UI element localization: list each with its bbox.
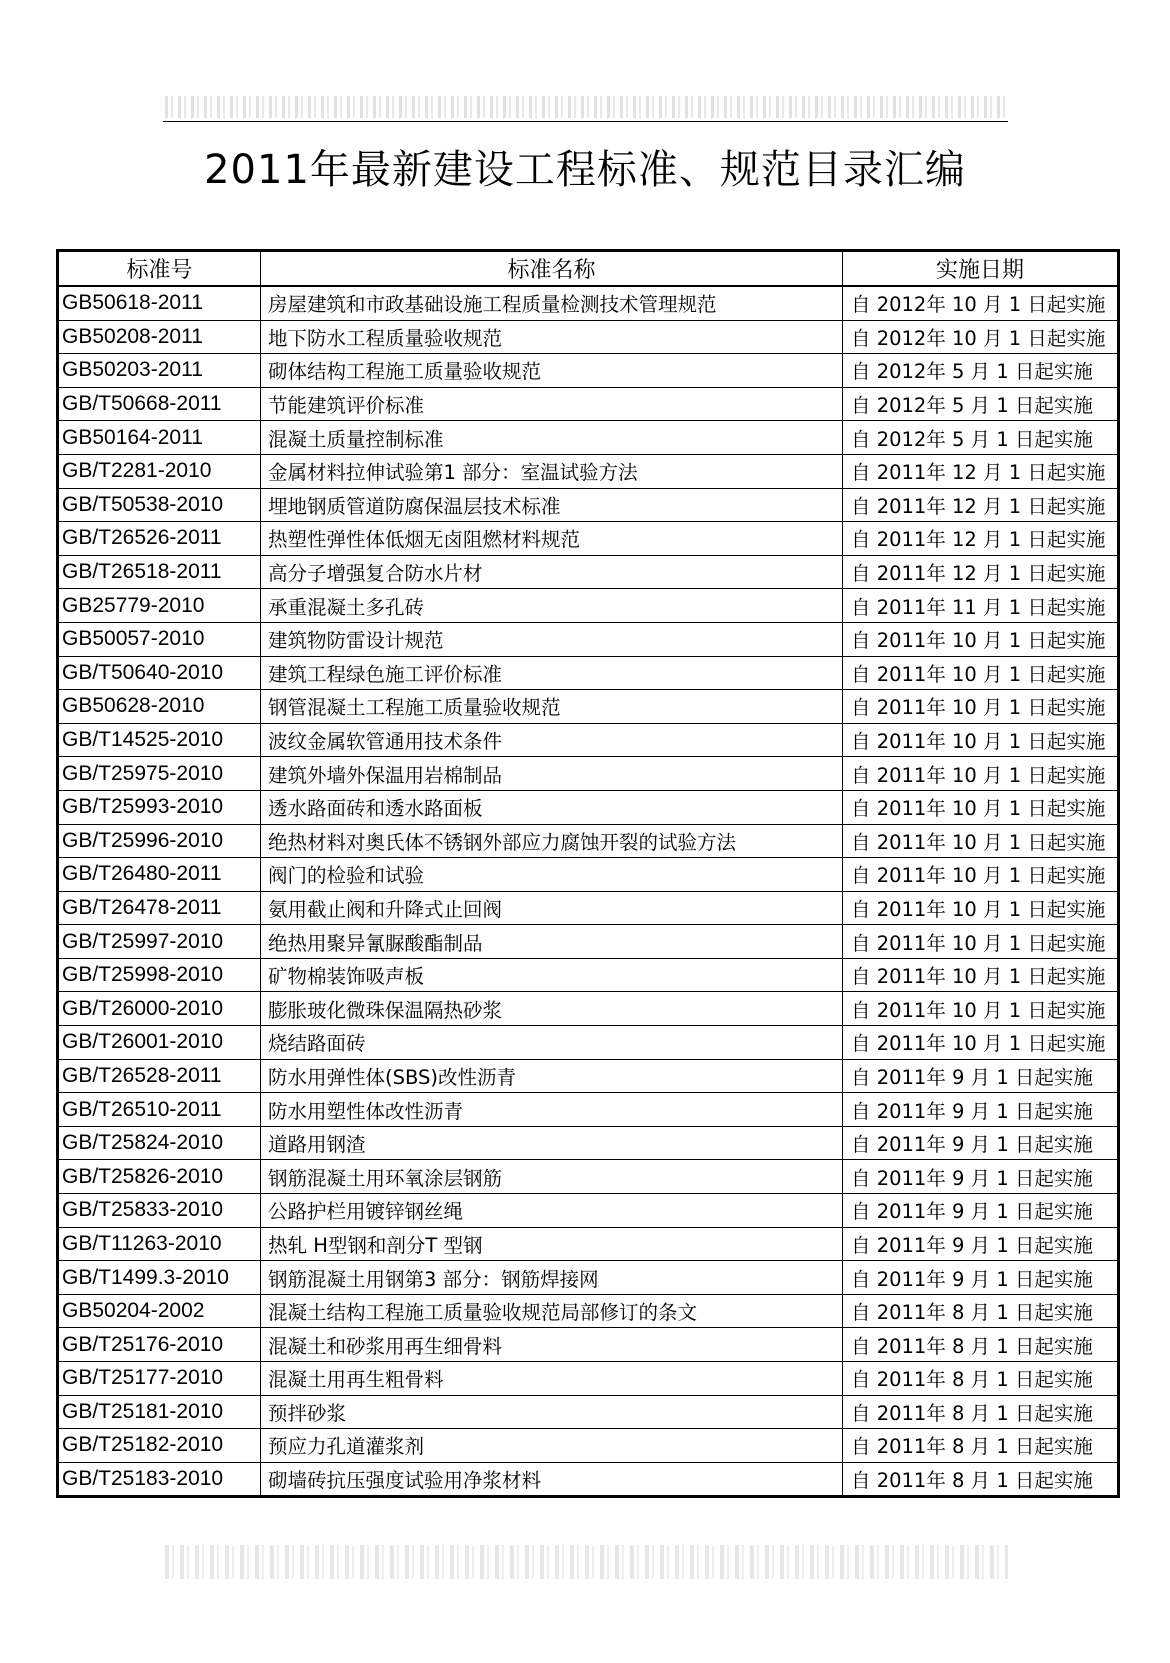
standard-name-cell: 金属材料拉伸试验第1 部分：室温试验方法 [261, 454, 843, 488]
standard-code-cell: GB/T25997-2010 [58, 925, 261, 959]
header-standard-name: 标准名称 [261, 251, 843, 287]
table-row [58, 1328, 1119, 1362]
table-row [58, 555, 1119, 589]
standard-name-cell: 烧结路面砖 [261, 1026, 843, 1060]
standard-code-cell: GB/T25993-2010 [58, 790, 261, 824]
standard-name-cell: 道路用钢渣 [261, 1126, 843, 1160]
effective-date-cell: 自 2011年 12 月 1 日起实施 [843, 555, 1119, 589]
table-row [58, 488, 1119, 522]
table-row [58, 757, 1119, 791]
standard-name-cell: 氨用截止阀和升降式止回阀 [261, 891, 843, 925]
effective-date-cell: 自 2011年 8 月 1 日起实施 [843, 1395, 1119, 1429]
standard-code-cell: GB50057-2010 [58, 622, 261, 656]
standard-code-cell: GB/T26526-2011 [58, 522, 261, 556]
effective-date-cell: 自 2012年 10 月 1 日起实施 [843, 286, 1119, 320]
standard-name-cell: 建筑工程绿色施工评价标准 [261, 656, 843, 690]
effective-date-cell: 自 2011年 8 月 1 日起实施 [843, 1328, 1119, 1362]
effective-date-cell: 自 2011年 12 月 1 日起实施 [843, 488, 1119, 522]
standard-code-cell: GB/T25183-2010 [58, 1462, 261, 1497]
standard-code-cell: GB/T14525-2010 [58, 723, 261, 757]
standard-code-cell: GB50628-2010 [58, 690, 261, 724]
effective-date-cell: 自 2011年 8 月 1 日起实施 [843, 1362, 1119, 1396]
effective-date-cell: 自 2011年 12 月 1 日起实施 [843, 522, 1119, 556]
standard-name-cell: 混凝土和砂浆用再生细骨料 [261, 1328, 843, 1362]
table-row [58, 1093, 1119, 1127]
table-row [58, 858, 1119, 892]
standard-code-cell: GB/T11263-2010 [58, 1227, 261, 1261]
table-row [58, 723, 1119, 757]
table-row [58, 1429, 1119, 1463]
standard-name-cell: 公路护栏用镀锌钢丝绳 [261, 1194, 843, 1228]
effective-date-cell: 自 2011年 10 月 1 日起实施 [843, 690, 1119, 724]
effective-date-cell: 自 2011年 10 月 1 日起实施 [843, 958, 1119, 992]
effective-date-cell: 自 2011年 9 月 1 日起实施 [843, 1261, 1119, 1295]
standard-name-cell: 预应力孔道灌浆剂 [261, 1429, 843, 1463]
table-row [58, 1026, 1119, 1060]
standard-name-cell: 绝热用聚异氰脲酸酯制品 [261, 925, 843, 959]
standard-code-cell: GB/T25177-2010 [58, 1362, 261, 1396]
table-row [58, 589, 1119, 623]
effective-date-cell: 自 2011年 9 月 1 日起实施 [843, 1160, 1119, 1194]
header-effective-date: 实施日期 [843, 251, 1119, 287]
standard-code-cell: GB50204-2002 [58, 1294, 261, 1328]
effective-date-cell: 自 2011年 8 月 1 日起实施 [843, 1462, 1119, 1497]
effective-date-cell: 自 2011年 10 月 1 日起实施 [843, 925, 1119, 959]
footer-watermark-text [165, 1545, 1008, 1579]
table-row [58, 1261, 1119, 1295]
table-row [58, 622, 1119, 656]
table-row [58, 958, 1119, 992]
standards-table [56, 249, 1120, 1498]
standard-code-cell: GB/T25181-2010 [58, 1395, 261, 1429]
standard-name-cell: 混凝土用再生粗骨料 [261, 1362, 843, 1396]
effective-date-cell: 自 2012年 5 月 1 日起实施 [843, 387, 1119, 421]
standard-name-cell: 透水路面砖和透水路面板 [261, 790, 843, 824]
effective-date-cell: 自 2011年 10 月 1 日起实施 [843, 656, 1119, 690]
effective-date-cell: 自 2012年 5 月 1 日起实施 [843, 421, 1119, 455]
effective-date-cell: 自 2011年 10 月 1 日起实施 [843, 622, 1119, 656]
effective-date-cell: 自 2011年 10 月 1 日起实施 [843, 1026, 1119, 1060]
table-row [58, 1227, 1119, 1261]
standard-name-cell: 高分子增强复合防水片材 [261, 555, 843, 589]
standard-name-cell: 钢筋混凝土用环氧涂层钢筋 [261, 1160, 843, 1194]
standard-name-cell: 钢筋混凝土用钢第3 部分：钢筋焊接网 [261, 1261, 843, 1295]
table-row [58, 354, 1119, 388]
table-row [58, 1059, 1119, 1093]
table-row [58, 387, 1119, 421]
standard-name-cell: 承重混凝土多孔砖 [261, 589, 843, 623]
standard-code-cell: GB50618-2011 [58, 286, 261, 320]
standard-code-cell: GB/T1499.3-2010 [58, 1261, 261, 1295]
standard-name-cell: 矿物棉装饰吸声板 [261, 958, 843, 992]
effective-date-cell: 自 2012年 5 月 1 日起实施 [843, 354, 1119, 388]
effective-date-cell: 自 2011年 10 月 1 日起实施 [843, 858, 1119, 892]
standard-code-cell: GB/T25998-2010 [58, 958, 261, 992]
effective-date-cell: 自 2011年 9 月 1 日起实施 [843, 1126, 1119, 1160]
standard-code-cell: GB/T50668-2011 [58, 387, 261, 421]
standard-name-cell: 混凝土质量控制标准 [261, 421, 843, 455]
effective-date-cell: 自 2012年 10 月 1 日起实施 [843, 320, 1119, 354]
effective-date-cell: 自 2011年 10 月 1 日起实施 [843, 992, 1119, 1026]
table-row [58, 522, 1119, 556]
standard-name-cell: 防水用弹性体(SBS)改性沥青 [261, 1059, 843, 1093]
effective-date-cell: 自 2011年 9 月 1 日起实施 [843, 1194, 1119, 1228]
effective-date-cell: 自 2011年 10 月 1 日起实施 [843, 824, 1119, 858]
standard-code-cell: GB/T26000-2010 [58, 992, 261, 1026]
table-row [58, 1294, 1119, 1328]
standard-code-cell: GB/T2281-2010 [58, 454, 261, 488]
standard-code-cell: GB/T50640-2010 [58, 656, 261, 690]
header-rule [163, 121, 1008, 122]
standard-code-cell: GB/T26528-2011 [58, 1059, 261, 1093]
standard-code-cell: GB/T25182-2010 [58, 1429, 261, 1463]
standard-name-cell: 建筑物防雷设计规范 [261, 622, 843, 656]
effective-date-cell: 自 2011年 10 月 1 日起实施 [843, 891, 1119, 925]
table-row [58, 925, 1119, 959]
table-row [58, 891, 1119, 925]
standard-code-cell: GB/T26518-2011 [58, 555, 261, 589]
table-row [58, 1194, 1119, 1228]
table-row [58, 1362, 1119, 1396]
standard-code-cell: GB/T25996-2010 [58, 824, 261, 858]
standard-name-cell: 膨胀玻化微珠保温隔热砂浆 [261, 992, 843, 1026]
effective-date-cell: 自 2011年 10 月 1 日起实施 [843, 757, 1119, 791]
table-row [58, 1395, 1119, 1429]
effective-date-cell: 自 2011年 9 月 1 日起实施 [843, 1059, 1119, 1093]
effective-date-cell: 自 2011年 12 月 1 日起实施 [843, 454, 1119, 488]
table-row [58, 1126, 1119, 1160]
table-row [58, 656, 1119, 690]
standard-name-cell: 节能建筑评价标准 [261, 387, 843, 421]
table-row [58, 1462, 1119, 1497]
effective-date-cell: 自 2011年 11 月 1 日起实施 [843, 589, 1119, 623]
standard-name-cell: 房屋建筑和市政基础设施工程质量检测技术管理规范 [261, 286, 843, 320]
standard-code-cell: GB25779-2010 [58, 589, 261, 623]
table-row [58, 1160, 1119, 1194]
standard-name-cell: 阀门的检验和试验 [261, 858, 843, 892]
standard-name-cell: 钢管混凝土工程施工质量验收规范 [261, 690, 843, 724]
standard-name-cell: 埋地钢质管道防腐保温层技术标准 [261, 488, 843, 522]
standard-code-cell: GB/T25176-2010 [58, 1328, 261, 1362]
table-row [58, 286, 1119, 320]
standard-name-cell: 预拌砂浆 [261, 1395, 843, 1429]
table-row [58, 824, 1119, 858]
standard-code-cell: GB/T25826-2010 [58, 1160, 261, 1194]
effective-date-cell: 自 2011年 8 月 1 日起实施 [843, 1429, 1119, 1463]
standard-code-cell: GB/T26510-2011 [58, 1093, 261, 1127]
standard-name-cell: 砌墙砖抗压强度试验用净浆材料 [261, 1462, 843, 1497]
page-title: 2011年最新建设工程标准、规范目录汇编 [204, 147, 966, 193]
standard-name-cell: 建筑外墙外保温用岩棉制品 [261, 757, 843, 791]
table-row [58, 992, 1119, 1026]
table-row [58, 790, 1119, 824]
effective-date-cell: 自 2011年 9 月 1 日起实施 [843, 1227, 1119, 1261]
standard-name-cell: 防水用塑性体改性沥青 [261, 1093, 843, 1127]
table-row [58, 320, 1119, 354]
effective-date-cell: 自 2011年 8 月 1 日起实施 [843, 1294, 1119, 1328]
standard-code-cell: GB/T25975-2010 [58, 757, 261, 791]
standard-code-cell: GB50203-2011 [58, 354, 261, 388]
standard-name-cell: 绝热材料对奥氏体不锈钢外部应力腐蚀开裂的试验方法 [261, 824, 843, 858]
header-standard-code: 标准号 [58, 251, 261, 287]
table-row [58, 454, 1119, 488]
standard-code-cell: GB/T50538-2010 [58, 488, 261, 522]
standard-name-cell: 热轧 H型钢和剖分T 型钢 [261, 1227, 843, 1261]
standard-code-cell: GB50208-2011 [58, 320, 261, 354]
table-header-row [58, 251, 1119, 287]
standard-name-cell: 波纹金属软管通用技术条件 [261, 723, 843, 757]
standard-code-cell: GB/T25824-2010 [58, 1126, 261, 1160]
standard-code-cell: GB50164-2011 [58, 421, 261, 455]
table-row [58, 690, 1119, 724]
standard-name-cell: 地下防水工程质量验收规范 [261, 320, 843, 354]
standard-name-cell: 热塑性弹性体低烟无卤阻燃材料规范 [261, 522, 843, 556]
effective-date-cell: 自 2011年 10 月 1 日起实施 [843, 790, 1119, 824]
table-row [58, 421, 1119, 455]
effective-date-cell: 自 2011年 9 月 1 日起实施 [843, 1093, 1119, 1127]
effective-date-cell: 自 2011年 10 月 1 日起实施 [843, 723, 1119, 757]
header-watermark-text [165, 96, 1008, 118]
standard-code-cell: GB/T25833-2010 [58, 1194, 261, 1228]
standard-name-cell: 砌体结构工程施工质量验收规范 [261, 354, 843, 388]
standard-code-cell: GB/T26001-2010 [58, 1026, 261, 1060]
standard-code-cell: GB/T26480-2011 [58, 858, 261, 892]
standard-code-cell: GB/T26478-2011 [58, 891, 261, 925]
standard-name-cell: 混凝土结构工程施工质量验收规范局部修订的条文 [261, 1294, 843, 1328]
